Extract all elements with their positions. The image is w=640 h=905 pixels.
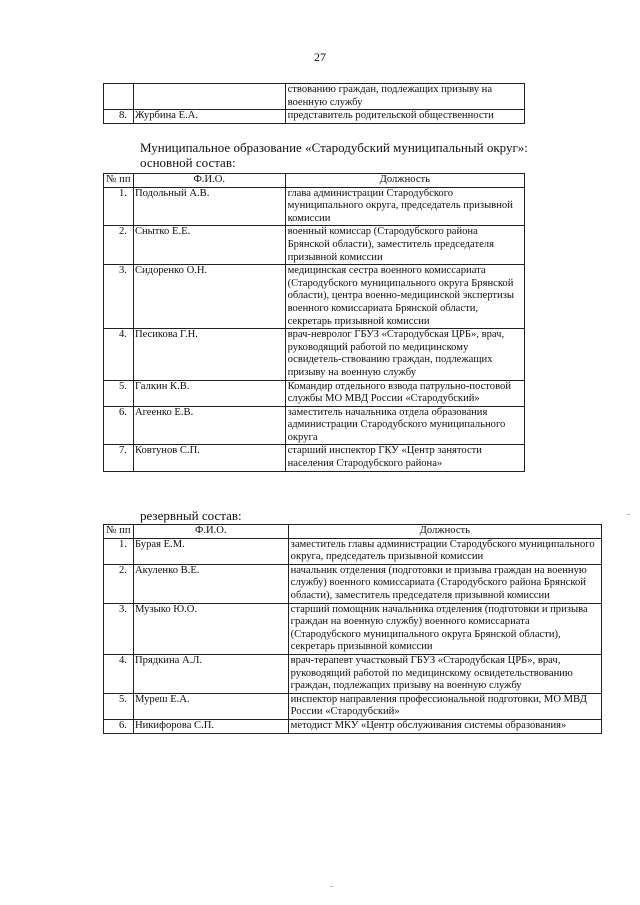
- row-name: Бурая Е.М.: [133, 538, 288, 564]
- row-position: врач-терапевт участковый ГБУЗ «Стародубская ЦРБ», врач, руководящий работой по медицинскому освидетельствованию граждан, подлежащих призыву на военную службу: [288, 654, 601, 693]
- row-name: Снытко Е.Е.: [133, 226, 285, 265]
- header-position: Должность: [285, 174, 524, 188]
- table-row: [104, 564, 602, 603]
- section-title-line1: Муниципальное образование «Стародубский муниципальный округ»:: [140, 140, 528, 155]
- section-title-line2: основной состав:: [140, 155, 236, 170]
- row-position: старший инспектор ГКУ «Центр занятости населения Стародубского района»: [285, 445, 524, 471]
- row-position: старший помощник начальника отделения (подготовки и призыва граждан на военную службу) военного комиссариата (Стародубского муниципального округа Брянской области), секретарь призывной комиссии: [288, 603, 601, 654]
- row-number: [104, 84, 134, 110]
- row-name: Сидоренко О.Н.: [133, 265, 285, 329]
- row-name: Журбина Е.А.: [133, 110, 285, 124]
- row-number: 7.: [104, 445, 134, 471]
- row-position: военный комиссар (Стародубского района Брянской области), заместитель председателя призывной комиссии: [285, 226, 524, 265]
- table-row: [104, 693, 602, 719]
- row-name: Муреш Е.А.: [133, 693, 288, 719]
- row-position: Командир отдельного взвода патрульно-постовой службы МО МВД России «Стародубский»: [285, 380, 524, 406]
- row-name: Прядкина А.Л.: [133, 654, 288, 693]
- row-number: 4.: [104, 654, 134, 693]
- row-position: врач-невролог ГБУЗ «Стародубская ЦРБ», врач, руководящий работой по медицинскому освидетель-ствованию граждан, подлежащих призыву на военную службу: [285, 329, 524, 380]
- table-header-row: [104, 525, 602, 539]
- scan-speck: [627, 514, 630, 515]
- table-row: [104, 538, 602, 564]
- row-name: Ковтунов С.П.: [133, 445, 285, 471]
- row-name: Музыко Ю.О.: [133, 603, 288, 654]
- table-row: [104, 654, 602, 693]
- row-number: 1.: [104, 187, 134, 226]
- row-name: Агеенко Е.В.: [133, 406, 285, 445]
- table-row: [104, 406, 525, 445]
- table-header-row: [104, 174, 525, 188]
- row-number: 2.: [104, 564, 134, 603]
- header-num: № пп: [104, 525, 134, 539]
- row-number: 6.: [104, 406, 134, 445]
- continued-table: [103, 83, 525, 124]
- table-row: [104, 603, 602, 654]
- row-name: Галкин К.В.: [133, 380, 285, 406]
- page-number: 27: [314, 50, 326, 64]
- row-number: 3.: [104, 265, 134, 329]
- row-number: 4.: [104, 329, 134, 380]
- table-row: [104, 445, 525, 471]
- reserve-title: резервный состав:: [140, 508, 242, 523]
- row-number: 6.: [104, 719, 134, 733]
- row-number: 2.: [104, 226, 134, 265]
- reserve-composition-table: [103, 524, 602, 734]
- table-row: [104, 226, 525, 265]
- row-position: методист МКУ «Центр обслуживания системы образования»: [288, 719, 601, 733]
- row-position: глава администрации Стародубского муниципального округа, председатель призывной комиссии: [285, 187, 524, 226]
- table-row: [104, 380, 525, 406]
- row-number: 3.: [104, 603, 134, 654]
- row-position: инспектор направления профессиональной подготовки, МО МВД России «Стародубский»: [288, 693, 601, 719]
- row-name: [133, 84, 285, 110]
- row-name: Акуленко В.Е.: [133, 564, 288, 603]
- header-num: № пп: [104, 174, 134, 188]
- row-position: ствованию граждан, подлежащих призыву на военную службу: [285, 84, 524, 110]
- table-row: [104, 329, 525, 380]
- row-number: 1.: [104, 538, 134, 564]
- row-position: начальник отделения (подготовки и призыва граждан на военную службу) военного комиссариата (Стародубского района Брянской области), заместитель председателя призывной комиссии: [288, 564, 601, 603]
- row-name: Песикова Г.Н.: [133, 329, 285, 380]
- main-composition-table: [103, 173, 525, 472]
- row-number: 8.: [104, 110, 134, 124]
- table-row: [104, 84, 525, 110]
- header-name: Ф.И.О.: [133, 525, 288, 539]
- scan-speck: [330, 886, 333, 887]
- row-position: заместитель начальника отдела образования администрации Стародубского муниципального округа: [285, 406, 524, 445]
- table-row: [104, 110, 525, 124]
- section-title: [140, 140, 528, 170]
- row-name: Подольный А.В.: [133, 187, 285, 226]
- header-name: Ф.И.О.: [133, 174, 285, 188]
- table-row: [104, 265, 525, 329]
- row-number: 5.: [104, 380, 134, 406]
- header-position: Должность: [288, 525, 601, 539]
- row-number: 5.: [104, 693, 134, 719]
- table-row: [104, 187, 525, 226]
- table-row: [104, 719, 602, 733]
- row-position: медицинская сестра военного комиссариата (Стародубского муниципального округа Брянской области), центра военно-медицинской экспертизы военного комиссариата Брянской области, секретарь призывной комиссии: [285, 265, 524, 329]
- row-position: представитель родительской общественности: [285, 110, 524, 124]
- row-name: Никифорова С.П.: [133, 719, 288, 733]
- row-position: заместитель главы администрации Стародубского муниципального округа, председатель призывной комиссии: [288, 538, 601, 564]
